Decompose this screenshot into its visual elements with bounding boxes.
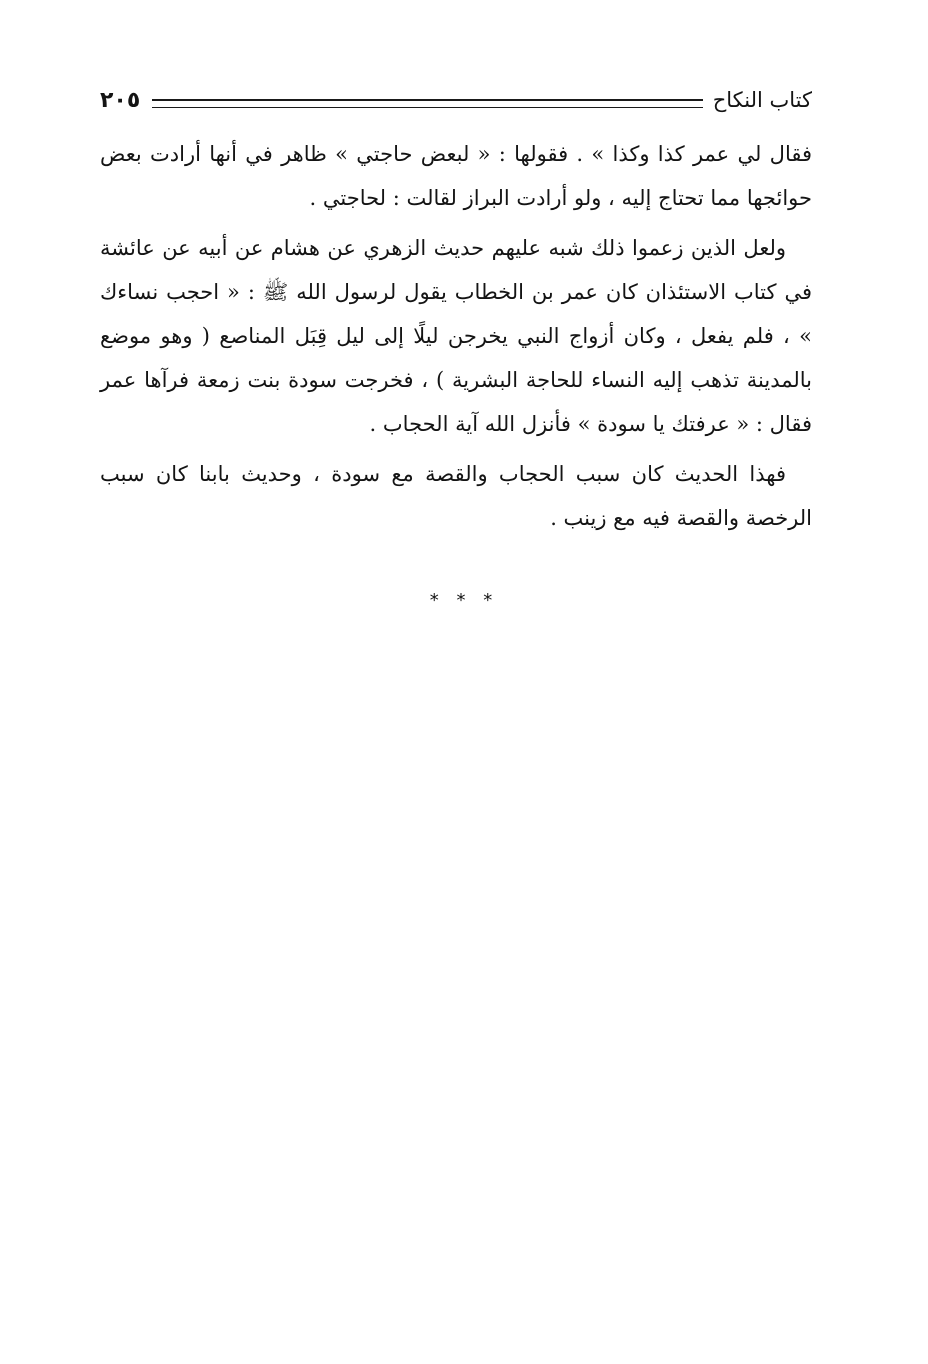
section-separator: * * *	[429, 590, 499, 611]
paragraph-1: فقال لي عمر كذا وكذا » . فقولها : « لبعض حاجتي » ظاهر في أنها أرادت بعض حوائجها مما تحتاج إليه ، ولو أرادت البراز لقالت : لحاجتي .	[100, 142, 812, 210]
paragraph-2: ولعل الذين زعموا ذلك شبه عليهم حديث الزهري عن هشام عن أبيه عن عائشة في كتاب الاستئذان كان عمر بن الخطاب يقول لرسول الله ﷺ : « احجب نساءك » ، فلم يفعل ، وكان أزواج النبي يخرجن ليلًا إلى ليل قِبَل المناصع ( وهو موضع بالمدينة تذهب إليه النساء للحاجة البشرية ) ، فخرجت سودة بنت زمعة فرآها عمر فقال : « عرفتك يا سودة » فأنزل الله آية الحجاب .	[100, 236, 812, 436]
header-rule	[152, 99, 702, 108]
body-text	[100, 132, 812, 540]
paragraph-3: فهذا الحديث كان سبب الحجاب والقصة مع سودة ، وحديث بابنا كان سبب الرخصة والقصة فيه مع زينب .	[100, 462, 812, 530]
page-number: ٢٠٥	[100, 87, 141, 113]
page-header	[100, 80, 812, 120]
running-title: كتاب النكاح	[712, 88, 812, 112]
